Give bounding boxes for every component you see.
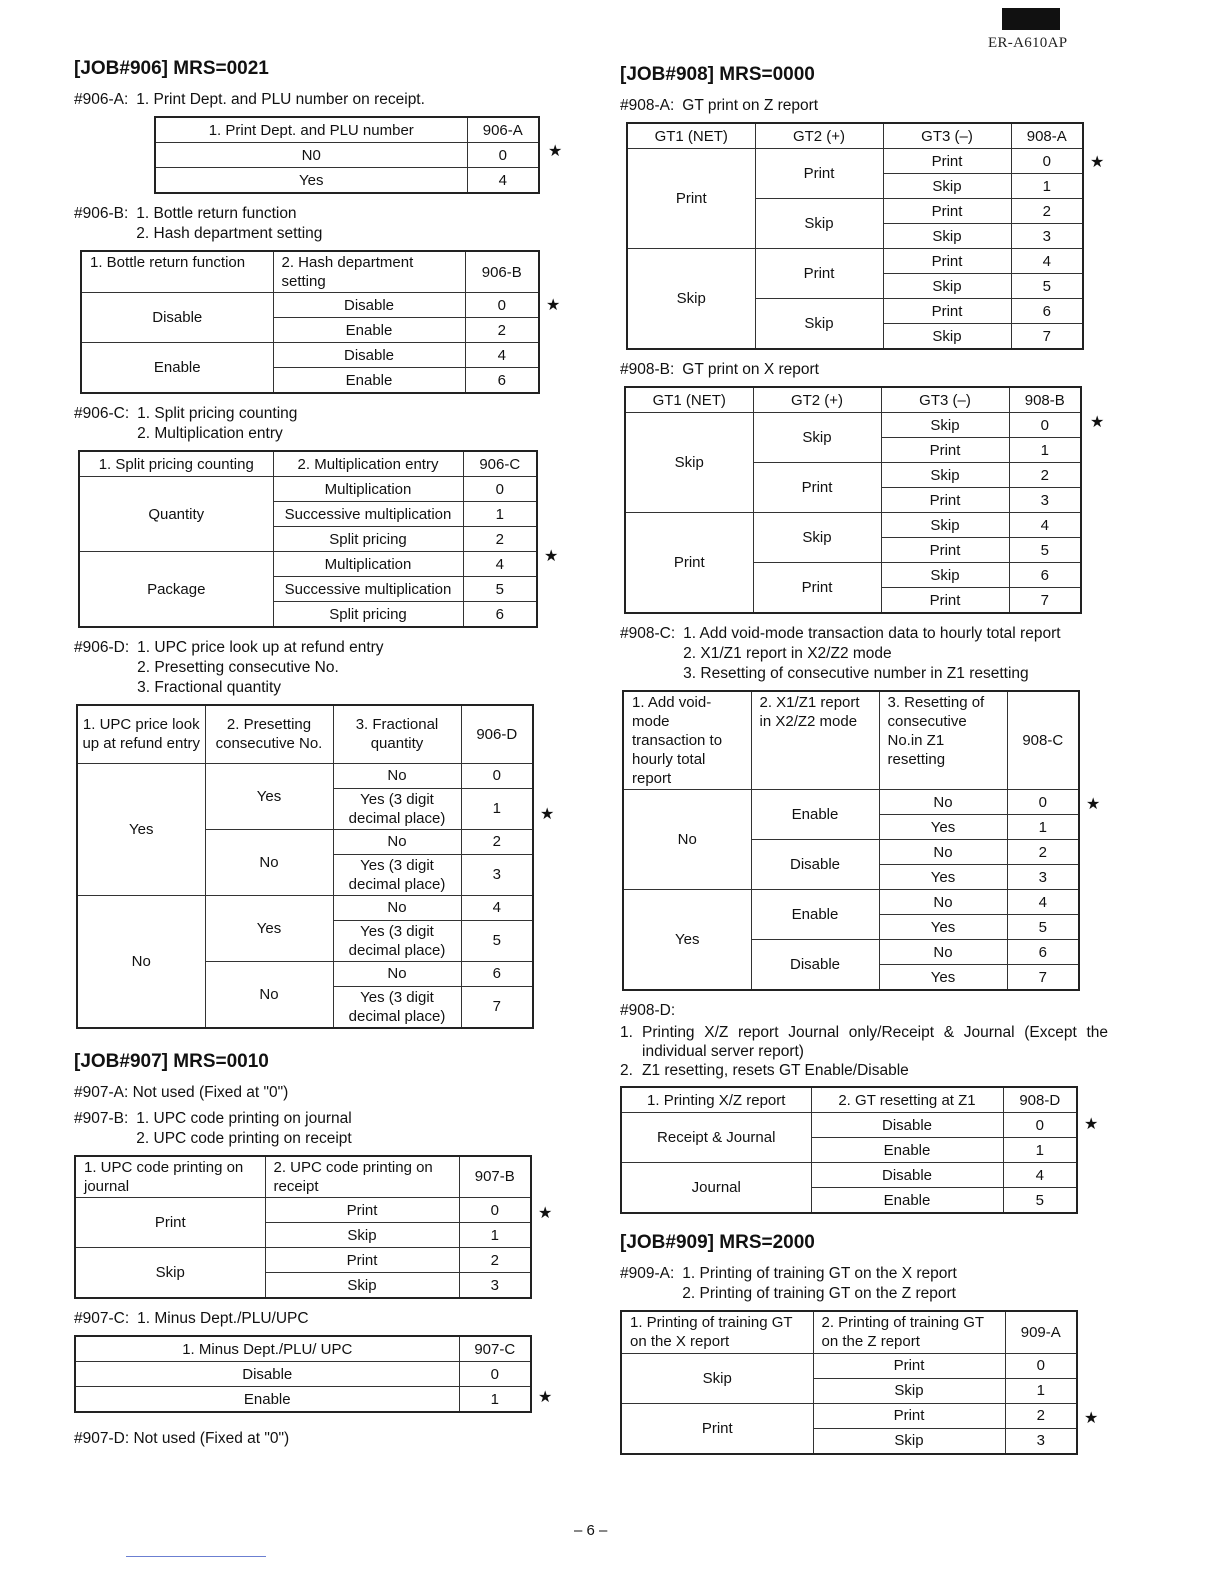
g3-908b: Skip [881, 563, 1009, 588]
item-907c-1: 1. Minus Dept./PLU/UPC [137, 1310, 309, 1327]
val-908c: 7 [1007, 965, 1079, 991]
th-908c-3: 3. Resetting of consecutive No.in Z1 resetting [879, 691, 1007, 790]
sub-907b: Skip [265, 1223, 459, 1248]
sub-906d: No [333, 829, 461, 854]
val-908c: 4 [1007, 890, 1079, 915]
th-909a-2: 2. Printing of training GT on the Z report [813, 1311, 1005, 1353]
th-907c-2: 907-C [459, 1336, 531, 1362]
cell-906a-val: 0 [467, 143, 539, 168]
g3-908c: No [879, 840, 1007, 865]
group-906c: Quantity [79, 477, 273, 552]
table-908d-wrap [620, 1086, 1120, 1214]
table-908b [624, 386, 1082, 614]
default-star: ★ [538, 1389, 553, 1406]
footer-divider [126, 1556, 266, 1557]
th-906a-2: 906-A [467, 117, 539, 143]
group-906d: Yes [77, 763, 205, 895]
val-906c: 4 [463, 552, 537, 577]
desc-906c [74, 404, 560, 444]
g3-908a: Print [883, 199, 1011, 224]
cell-907c: Enable [75, 1387, 459, 1413]
job907-title: [JOB#907] MRS=0010 [74, 1050, 269, 1072]
g3-908a: Skip [883, 224, 1011, 249]
code-908b: #908-B: [620, 361, 675, 378]
sub-908d: Enable [811, 1138, 1003, 1163]
g3-908a: Skip [883, 274, 1011, 299]
th-908d-3: 908-D [1003, 1087, 1077, 1113]
item-906d-3: 3. Fractional quantity [137, 679, 282, 696]
desc-907a: #907-A: Not used (Fixed at "0") [74, 1083, 289, 1101]
g3-908b: Skip [881, 413, 1009, 438]
val-908c: 1 [1007, 815, 1079, 840]
item-906b-2: 2. Hash department setting [136, 225, 323, 242]
group-907b: Print [75, 1198, 265, 1248]
num-908d: 2. [620, 1062, 633, 1079]
cell-907c-val: 0 [459, 1362, 531, 1387]
group-908d: Journal [621, 1163, 811, 1214]
g3-908b: Skip [881, 463, 1009, 488]
th-906b-3: 906-B [465, 251, 539, 293]
item-906c-1: 1. Split pricing counting [137, 405, 298, 422]
group-909a: Skip [621, 1353, 813, 1403]
th-907b-3: 907-B [459, 1156, 531, 1198]
table-908a-wrap [626, 122, 1120, 350]
g3-908b: Print [881, 588, 1009, 614]
val-906d: 3 [461, 854, 533, 895]
sub-908d: Disable [811, 1113, 1003, 1138]
item-909a-2: 2. Printing of training GT on the Z report [682, 1285, 956, 1302]
table-907b [74, 1155, 532, 1300]
g1-908c: Yes [623, 890, 751, 991]
job908-title: [JOB#908] MRS=0000 [620, 64, 815, 85]
code-908a: #908-A: [620, 97, 675, 114]
g2-908c: Disable [751, 940, 879, 991]
desc-906b [74, 204, 560, 244]
val-908d: 0 [1003, 1113, 1077, 1138]
val-908b: 1 [1009, 438, 1081, 463]
val-908a: 7 [1011, 324, 1083, 350]
table-908a [626, 122, 1084, 350]
sub-909a: Print [813, 1353, 1005, 1378]
desc-906d [74, 638, 560, 698]
sub-906d: No [333, 763, 461, 788]
item-906d-1: 1. UPC price look up at refund entry [137, 639, 384, 656]
th-908b-1: GT1 (NET) [625, 387, 753, 413]
table-906a-wrap [154, 116, 563, 194]
num-908d: 1. [620, 1024, 633, 1041]
table-908c [622, 690, 1080, 991]
val-907b: 2 [459, 1248, 531, 1273]
item-908a-1: GT print on Z report [682, 97, 819, 114]
val-908b: 2 [1009, 463, 1081, 488]
mid-906d: No [205, 829, 333, 895]
sub-906c: Split pricing [273, 602, 463, 628]
table-906b-wrap [80, 250, 560, 394]
table-908b-wrap [624, 386, 1120, 614]
code-906a: #906-A: [74, 91, 129, 108]
val-908a: 5 [1011, 274, 1083, 299]
g3-908a: Print [883, 149, 1011, 174]
code-908c: #908-C: [620, 625, 676, 642]
cell-906a: N0 [155, 143, 467, 168]
val-906d: 5 [461, 920, 533, 961]
g1-908a: Skip [627, 249, 755, 350]
val-906d: 7 [461, 986, 533, 1028]
val-909a: 0 [1005, 1353, 1077, 1378]
g2-908b: Print [753, 563, 881, 614]
val-906c: 5 [463, 577, 537, 602]
th-908c-4: 908-C [1007, 691, 1079, 790]
table-906b [80, 250, 540, 394]
th-909a-3: 909-A [1005, 1311, 1077, 1353]
default-star: ★ [538, 1204, 553, 1222]
th-908d-1: 1. Printing X/Z report [621, 1087, 811, 1113]
item-908b-1: GT print on X report [682, 361, 819, 378]
val-908a: 6 [1011, 299, 1083, 324]
val-908c: 2 [1007, 840, 1079, 865]
th-907c-1: 1. Minus Dept./PLU/ UPC [75, 1336, 459, 1362]
val-906d: 1 [461, 788, 533, 829]
sub-906b: Enable [273, 318, 465, 343]
table-907b-wrap [74, 1155, 560, 1300]
val-906d: 6 [461, 961, 533, 986]
g2-908b: Skip [753, 513, 881, 563]
group-906b: Enable [81, 343, 273, 394]
sub-906c: Split pricing [273, 527, 463, 552]
val-906c: 1 [463, 502, 537, 527]
group-906b: Disable [81, 293, 273, 343]
th-906b-2: 2. Hash department setting [273, 251, 465, 293]
val-906d: 4 [461, 895, 533, 920]
val-908a: 1 [1011, 174, 1083, 199]
val-908d: 1 [1003, 1138, 1077, 1163]
list-908d [620, 1023, 1108, 1080]
val-908b: 6 [1009, 563, 1081, 588]
sub-909a: Skip [813, 1378, 1005, 1403]
group-906d: No [77, 895, 205, 1028]
item-908c-3: 3. Resetting of consecutive number in Z1 resetting [683, 665, 1029, 682]
g3-908c: Yes [879, 865, 1007, 890]
val-907b: 1 [459, 1223, 531, 1248]
table-907c-wrap [74, 1335, 560, 1413]
table-906c-wrap [78, 450, 560, 628]
desc-907d: #907-D: Not used (Fixed at "0") [74, 1430, 290, 1447]
g1-908c: No [623, 790, 751, 890]
val-909a: 3 [1005, 1428, 1077, 1454]
val-906b: 2 [465, 318, 539, 343]
th-908a-1: GT1 (NET) [627, 123, 755, 149]
default-star: ★ [1084, 1116, 1099, 1133]
default-star: ★ [1084, 1410, 1099, 1427]
desc-908b [620, 360, 1120, 380]
code-909a: #909-A: [620, 1265, 675, 1282]
table-908c-wrap [622, 690, 1120, 991]
val-906b: 0 [465, 293, 539, 318]
th-906c-2: 2. Multiplication entry [273, 451, 463, 477]
val-908a: 2 [1011, 199, 1083, 224]
code-906c: #906-C: [74, 405, 130, 422]
item-909a-1: 1. Printing of training GT on the X report [682, 1265, 957, 1282]
sub-906b: Disable [273, 293, 465, 318]
g3-908c: No [879, 940, 1007, 965]
val-908c: 3 [1007, 865, 1079, 890]
sub-907b: Print [265, 1248, 459, 1273]
th-906d-4: 906-D [461, 705, 533, 763]
val-909a: 1 [1005, 1378, 1077, 1403]
g2-908c: Disable [751, 840, 879, 890]
th-906a-1: 1. Print Dept. and PLU number [155, 117, 467, 143]
sub-907b: Print [265, 1198, 459, 1223]
val-908a: 0 [1011, 149, 1083, 174]
sub-906d: Yes (3 digit decimal place) [333, 854, 461, 895]
sub-908d: Disable [811, 1163, 1003, 1188]
sub-906d: Yes (3 digit decimal place) [333, 986, 461, 1028]
val-908a: 4 [1011, 249, 1083, 274]
g3-908a: Print [883, 299, 1011, 324]
table-906d-wrap [76, 704, 560, 1029]
model-number: ER-A610AP [988, 35, 1068, 51]
item-908d-1: Printing X/Z report Journal only/Receipt & Journal (Except the individual server report) [642, 1024, 1108, 1060]
g3-908b: Print [881, 438, 1009, 463]
th-908a-3: GT3 (–) [883, 123, 1011, 149]
g3-908a: Print [883, 249, 1011, 274]
sub-906d: Yes (3 digit decimal place) [333, 920, 461, 961]
g3-908b: Print [881, 538, 1009, 563]
g3-908c: No [879, 890, 1007, 915]
val-906d: 2 [461, 829, 533, 854]
val-908b: 3 [1009, 488, 1081, 513]
code-907b: #907-B: [74, 1109, 129, 1127]
group-907b: Skip [75, 1248, 265, 1299]
sub-906d: No [333, 961, 461, 986]
val-906b: 4 [465, 343, 539, 368]
item-907b-2: 2. UPC code printing on receipt [136, 1129, 352, 1147]
default-star: ★ [1090, 414, 1105, 431]
th-907b-2: 2. UPC code printing on receipt [265, 1156, 459, 1198]
sub-906d: No [333, 895, 461, 920]
g3-908c: Yes [879, 915, 1007, 940]
th-907b-1: 1. UPC code printing on journal [75, 1156, 265, 1198]
default-star: ★ [540, 806, 555, 823]
code-906d: #906-D: [74, 639, 130, 656]
g2-908a: Print [755, 149, 883, 199]
val-908c: 6 [1007, 940, 1079, 965]
left-column [74, 58, 563, 1455]
val-908c: 5 [1007, 915, 1079, 940]
table-906c [78, 450, 538, 628]
job909-title: [JOB#909] MRS=2000 [620, 1232, 815, 1253]
g2-908c: Enable [751, 790, 879, 840]
desc-908c [620, 624, 1120, 684]
table-908d [620, 1086, 1078, 1214]
desc-909a [620, 1264, 1120, 1304]
mid-906d: Yes [205, 763, 333, 829]
code-906b: #906-B: [74, 205, 129, 222]
cell-906a-val: 4 [467, 168, 539, 194]
cell-907c-val: 1 [459, 1387, 531, 1413]
desc-907c [74, 1309, 560, 1329]
val-908d: 5 [1003, 1188, 1077, 1214]
mid-906d: Yes [205, 895, 333, 961]
val-908d: 4 [1003, 1163, 1077, 1188]
desc-907b [74, 1109, 560, 1149]
val-908a: 3 [1011, 224, 1083, 249]
g1-908a: Print [627, 149, 755, 249]
g3-908a: Skip [883, 174, 1011, 199]
g3-908c: Yes [879, 815, 1007, 840]
table-909a [620, 1310, 1078, 1455]
val-906c: 0 [463, 477, 537, 502]
th-908b-4: 908-B [1009, 387, 1081, 413]
item-907b-1: 1. UPC code printing on journal [136, 1109, 352, 1127]
sub-906c: Multiplication [273, 552, 463, 577]
val-906d: 0 [461, 763, 533, 788]
g3-908c: Yes [879, 965, 1007, 991]
th-908a-4: 908-A [1011, 123, 1083, 149]
g3-908b: Print [881, 488, 1009, 513]
val-908b: 0 [1009, 413, 1081, 438]
desc-908a [620, 96, 1120, 116]
table-906a [154, 116, 540, 194]
th-906d-1: 1. UPC price look up at refund entry [77, 705, 205, 763]
g2-908b: Print [753, 463, 881, 513]
g2-908a: Print [755, 249, 883, 299]
g2-908b: Skip [753, 413, 881, 463]
item-906c-2: 2. Multiplication entry [137, 425, 283, 442]
val-906b: 6 [465, 368, 539, 394]
val-907b: 0 [459, 1198, 531, 1223]
val-908b: 5 [1009, 538, 1081, 563]
sub-907b: Skip [265, 1273, 459, 1299]
item-906b-1: 1. Bottle return function [136, 205, 297, 222]
default-star: ★ [544, 548, 559, 565]
default-star: ★ [1090, 154, 1105, 171]
th-908b-2: GT2 (+) [753, 387, 881, 413]
th-908a-2: GT2 (+) [755, 123, 883, 149]
job906-title: [JOB#906] MRS=0021 [74, 58, 269, 79]
val-908b: 4 [1009, 513, 1081, 538]
sub-906d: Yes (3 digit decimal place) [333, 788, 461, 829]
mid-906d: No [205, 961, 333, 1028]
right-column [620, 64, 1120, 1465]
sub-906b: Enable [273, 368, 465, 394]
item-908c-2: 2. X1/Z1 report in X2/Z2 mode [683, 645, 892, 662]
header-black-block [1002, 8, 1060, 30]
val-908c: 0 [1007, 790, 1079, 815]
g1-908b: Print [625, 513, 753, 614]
item-906a-1: 1. Print Dept. and PLU number on receipt. [136, 91, 425, 108]
sub-908d: Enable [811, 1188, 1003, 1214]
default-star: ★ [548, 143, 563, 160]
group-906c: Package [79, 552, 273, 628]
th-908b-3: GT3 (–) [881, 387, 1009, 413]
val-908b: 7 [1009, 588, 1081, 614]
g3-908b: Skip [881, 513, 1009, 538]
default-star: ★ [546, 297, 561, 314]
th-908d-2: 2. GT resetting at Z1 [811, 1087, 1003, 1113]
th-906d-3: 3. Fractional quantity [333, 705, 461, 763]
g2-908a: Skip [755, 199, 883, 249]
item-908c-1: 1. Add void-mode transaction data to hourly total report [683, 625, 1061, 642]
val-909a: 2 [1005, 1403, 1077, 1428]
table-909a-wrap [620, 1310, 1120, 1455]
item-906d-2: 2. Presetting consecutive No. [137, 659, 339, 676]
g2-908a: Skip [755, 299, 883, 350]
val-906c: 2 [463, 527, 537, 552]
th-909a-1: 1. Printing of training GT on the X report [621, 1311, 813, 1353]
sub-909a: Skip [813, 1428, 1005, 1454]
g2-908c: Enable [751, 890, 879, 940]
th-906c-1: 1. Split pricing counting [79, 451, 273, 477]
page-number: – 6 – [574, 1522, 608, 1539]
table-906d [76, 704, 534, 1029]
sub-909a: Print [813, 1403, 1005, 1428]
default-star: ★ [1086, 796, 1101, 813]
sub-906c: Successive multiplication [273, 577, 463, 602]
val-907b: 3 [459, 1273, 531, 1299]
desc-906a [74, 90, 560, 110]
code-908d: #908-D: [620, 1002, 676, 1019]
g3-908c: No [879, 790, 1007, 815]
cell-906a: Yes [155, 168, 467, 194]
sub-906c: Multiplication [273, 477, 463, 502]
th-908c-1: 1. Add void-mode transaction to hourly total report [623, 691, 751, 790]
cell-907c: Disable [75, 1362, 459, 1387]
group-908d: Receipt & Journal [621, 1113, 811, 1163]
group-909a: Print [621, 1403, 813, 1454]
val-906c: 6 [463, 602, 537, 628]
g3-908a: Skip [883, 324, 1011, 350]
table-907c [74, 1335, 532, 1413]
th-906d-2: 2. Presetting consecutive No. [205, 705, 333, 763]
g1-908b: Skip [625, 413, 753, 513]
sub-906c: Successive multiplication [273, 502, 463, 527]
th-908c-2: 2. X1/Z1 report in X2/Z2 mode [751, 691, 879, 790]
item-908d-2: Z1 resetting, resets GT Enable/Disable [642, 1062, 909, 1079]
sub-906b: Disable [273, 343, 465, 368]
code-907c: #907-C: [74, 1310, 130, 1327]
th-906c-3: 906-C [463, 451, 537, 477]
th-906b-1: 1. Bottle return function [81, 251, 273, 293]
